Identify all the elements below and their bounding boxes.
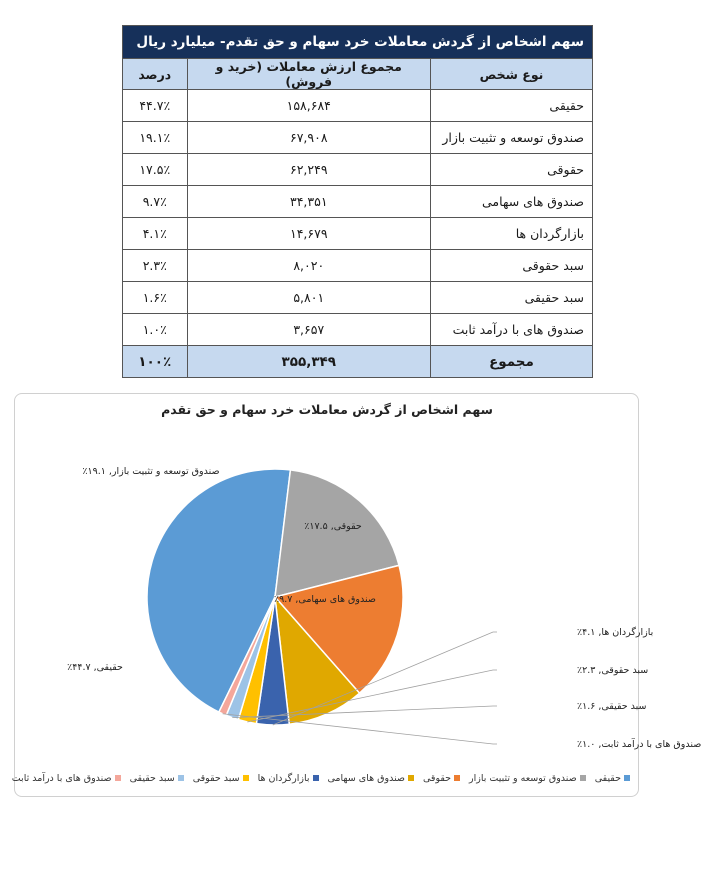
table-row <box>123 218 593 250</box>
table-row <box>123 314 593 346</box>
legend-item <box>328 773 415 784</box>
legend-swatch <box>313 775 319 781</box>
row-value: ۸,۰۲۰ <box>187 250 430 282</box>
row-type: صندوق های با درآمد ثابت <box>430 314 592 346</box>
slice-data-label: حقوقی, ۱۷.۵٪ <box>304 521 362 532</box>
header-value: مجموع ارزش معاملات (خرید و فروش) <box>187 59 430 90</box>
row-type: بازارگردان ها <box>430 218 592 250</box>
table-row <box>123 186 593 218</box>
legend-swatch <box>115 775 121 781</box>
header-percent: درصد <box>123 59 188 90</box>
total-row <box>123 346 593 378</box>
table-row <box>123 282 593 314</box>
legend-label: سبد حقوقی <box>192 772 240 784</box>
share-table <box>122 25 593 378</box>
table-title: سهم اشخاص از گردش معاملات خرد سهام و حق تقدم- میلیارد ریال <box>123 26 593 59</box>
row-value: ۶۷,۹۰۸ <box>187 122 430 154</box>
legend-item <box>595 773 630 784</box>
row-type: حقوقی <box>430 154 592 186</box>
row-value: ۵,۸۰۱ <box>187 282 430 314</box>
row-value: ۳۴,۳۵۱ <box>187 186 430 218</box>
legend-label: سبد حقیقی <box>129 772 175 784</box>
legend-swatch <box>454 775 460 781</box>
legend-label: بازارگردان ها <box>257 772 310 784</box>
table-row <box>123 90 593 122</box>
row-percent: ۱۹.۱٪ <box>123 122 188 154</box>
row-percent: ۱.۶٪ <box>123 282 188 314</box>
table-row <box>123 154 593 186</box>
chart-legend <box>11 770 630 786</box>
chart-title: سهم اشخاص از گردش معاملات خرد سهام و حق تقدم <box>161 402 493 417</box>
legend-item <box>193 773 249 784</box>
table-row <box>123 250 593 282</box>
header-type: نوع شخص <box>430 59 592 90</box>
row-type: حقیقی <box>430 90 592 122</box>
slice-data-label: سبد حقیقی, ۱.۶٪ <box>577 701 647 712</box>
legend-label: صندوق توسعه و تثبیت بازار <box>469 772 577 784</box>
legend-label: حقوقی <box>423 772 452 784</box>
slice-data-label: صندوق های سهامی, ۹.۷٪ <box>274 594 376 605</box>
pie-chart <box>15 394 702 770</box>
row-value: ۶۲,۲۴۹ <box>187 154 430 186</box>
row-value: ۱۴,۶۷۹ <box>187 218 430 250</box>
total-value: ۳۵۵,۳۴۹ <box>187 346 430 378</box>
legend-label: صندوق های سهامی <box>327 772 405 784</box>
row-type: سبد حقیقی <box>430 282 592 314</box>
total-percent: ۱۰۰٪ <box>123 346 188 378</box>
slice-data-label: سبد حقوقی, ۲.۳٪ <box>577 665 649 676</box>
legend-swatch <box>580 775 586 781</box>
legend-item <box>423 773 460 784</box>
row-type: صندوق های سهامی <box>430 186 592 218</box>
legend-swatch <box>408 775 414 781</box>
row-percent: ۱۷.۵٪ <box>123 154 188 186</box>
legend-label: صندوق های با درآمد ثابت <box>11 772 112 784</box>
legend-swatch <box>178 775 184 781</box>
slice-data-label: صندوق توسعه و تثبیت بازار, ۱۹.۱٪ <box>82 466 220 477</box>
legend-item <box>12 773 121 784</box>
row-percent: ۱.۰٪ <box>123 314 188 346</box>
total-label: مجموع <box>430 346 592 378</box>
row-percent: ۲.۳٪ <box>123 250 188 282</box>
legend-swatch <box>243 775 249 781</box>
row-type: صندوق توسعه و تثبیت بازار <box>430 122 592 154</box>
row-percent: ۴۴.۷٪ <box>123 90 188 122</box>
legend-item <box>130 773 184 784</box>
row-value: ۳,۶۵۷ <box>187 314 430 346</box>
legend-swatch <box>624 775 630 781</box>
row-type: سبد حقوقی <box>430 250 592 282</box>
leader-line <box>223 714 497 744</box>
slice-data-label: بازارگردان ها, ۴.۱٪ <box>577 627 654 638</box>
table-row <box>123 122 593 154</box>
row-value: ۱۵۸,۶۸۴ <box>187 90 430 122</box>
pie-chart-card <box>11 393 702 797</box>
row-percent: ۴.۱٪ <box>123 218 188 250</box>
slice-data-label: حقیقی, ۴۴.۷٪ <box>67 662 123 673</box>
legend-item <box>258 773 319 784</box>
row-percent: ۹.۷٪ <box>123 186 188 218</box>
legend-label: حقیقی <box>594 772 621 784</box>
legend-item <box>469 773 586 784</box>
slice-data-label: صندوق های با درآمد ثابت, ۱.۰٪ <box>577 739 702 750</box>
